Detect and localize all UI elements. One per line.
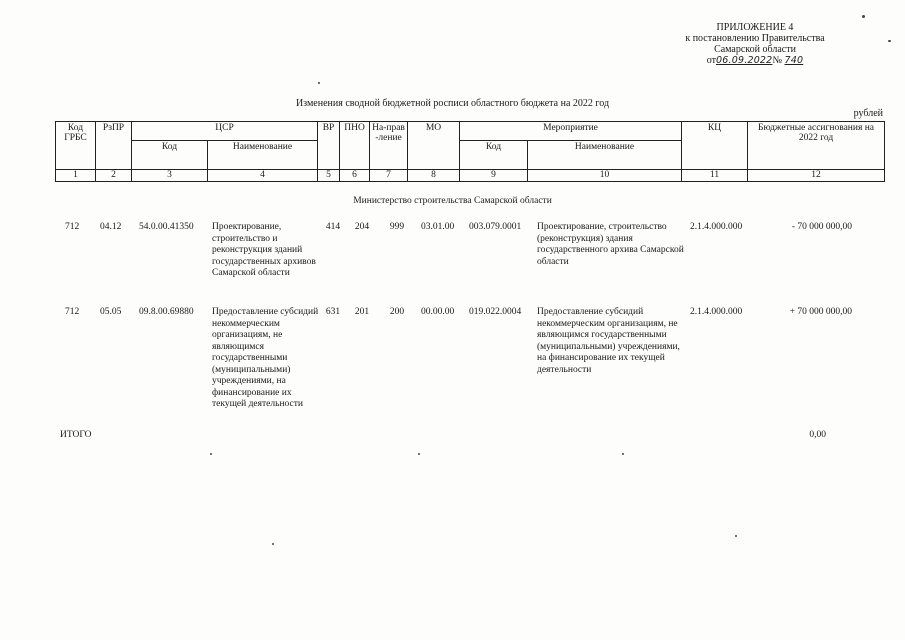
header-rzpr: РзПР — [96, 122, 132, 170]
header-napravlenie: На-прав-ление — [370, 122, 408, 170]
cell-vr: 631 — [325, 307, 341, 317]
scan-speck — [318, 82, 320, 84]
cell-amount: + 70 000 000,00 — [789, 307, 852, 317]
scan-speck — [272, 543, 274, 545]
appendix-line2: к постановлению Правительства — [685, 33, 825, 44]
cell-pno: 204 — [354, 222, 370, 232]
scan-speck — [210, 453, 212, 455]
cell-amount: - 70 000 000,00 — [791, 222, 852, 232]
cell-csr-kod: 09.8.00.69880 — [139, 307, 194, 317]
scan-speck — [622, 453, 624, 455]
appendix-number: 740 — [784, 55, 804, 66]
header-csr-name: Наименование — [208, 141, 318, 170]
header-budget: Бюджетные ассигнования на 2022 год — [748, 122, 885, 170]
cell-rzpr: 05.05 — [100, 307, 122, 317]
total-value: 0,00 — [809, 430, 826, 440]
cell-kc: 2.1.4.000.000 — [690, 307, 743, 317]
cell-pno: 201 — [354, 307, 370, 317]
column-number: 8 — [408, 170, 460, 182]
cell-event-kod: 019.022.0004 — [469, 307, 522, 317]
cell-csr-kod: 54.0.00.41350 — [139, 222, 194, 232]
header-event: Мероприятие — [460, 122, 682, 141]
column-number: 3 — [132, 170, 208, 182]
column-number: 9 — [460, 170, 528, 182]
cell-csr-name: Предоставление субсидий некоммерческим организациям, не являющимся государственными (муниципальными) учреждениями, на финансирование их текущей деятельности — [212, 307, 319, 409]
scan-speck — [418, 453, 420, 455]
appendix-line3: Самарской области — [714, 44, 796, 55]
scan-speck — [888, 40, 891, 42]
header-event-name: Наименование — [528, 141, 682, 170]
appendix-date: 06.09.2022 — [716, 55, 773, 66]
column-number: 12 — [748, 170, 885, 182]
cell-vr: 414 — [325, 222, 341, 232]
column-number-row — [56, 170, 885, 182]
cell-event-name: Предоставление субсидий некоммерческим организациям, не являющимся государственными (муниципальными) учреждениями, на финансирование их текущей деятельности — [537, 307, 680, 375]
cell-grbs: 712 — [65, 222, 80, 232]
column-number: 2 — [96, 170, 132, 182]
document-title: Изменения сводной бюджетной росписи областного бюджета на 2022 год — [295, 98, 610, 109]
column-number: 6 — [340, 170, 370, 182]
header-mo: МО — [408, 122, 460, 170]
cell-mo: 03.01.00 — [421, 222, 455, 232]
column-number: 4 — [208, 170, 318, 182]
ministry-heading: Министерство строительства Самарской области — [353, 196, 552, 206]
header-event-kod: Код — [460, 141, 528, 170]
header-pno: ПНО — [340, 122, 370, 170]
column-number: 1 — [56, 170, 96, 182]
header-csr: ЦСР — [132, 122, 318, 141]
cell-grbs: 712 — [65, 307, 80, 317]
header-kc: КЦ — [682, 122, 748, 170]
scan-speck — [862, 15, 865, 18]
cell-napravlenie: 200 — [389, 307, 405, 317]
appendix-block — [660, 22, 850, 66]
cell-kc: 2.1.4.000.000 — [690, 222, 743, 232]
column-number: 7 — [370, 170, 408, 182]
appendix-no-label: № — [772, 55, 782, 66]
column-number: 5 — [318, 170, 340, 182]
cell-event-name: Проектирование, строительство (реконструкция) здания государственного архива Самарской области — [537, 222, 684, 267]
appendix-date-line — [660, 55, 850, 66]
header-kod-grbs: Код ГРБС — [56, 122, 96, 170]
cell-napravlenie: 999 — [389, 222, 405, 232]
total-label: ИТОГО — [60, 430, 92, 440]
column-number: 11 — [682, 170, 748, 182]
appendix-title: ПРИЛОЖЕНИЕ 4 — [716, 22, 794, 33]
cell-rzpr: 04.12 — [100, 222, 122, 232]
header-vr: ВР — [318, 122, 340, 170]
cell-mo: 00.00.00 — [421, 307, 455, 317]
cell-csr-name: Проектирование, строительство и реконструкция зданий государственных архивов Самарской области — [212, 222, 316, 278]
cell-event-kod: 003.079.0001 — [469, 222, 522, 232]
currency-unit: рублей — [853, 108, 883, 119]
scan-speck — [735, 535, 737, 537]
appendix-date-prefix: от — [706, 55, 717, 66]
header-csr-kod: Код — [132, 141, 208, 170]
budget-table-header — [55, 121, 885, 182]
column-number: 10 — [528, 170, 682, 182]
